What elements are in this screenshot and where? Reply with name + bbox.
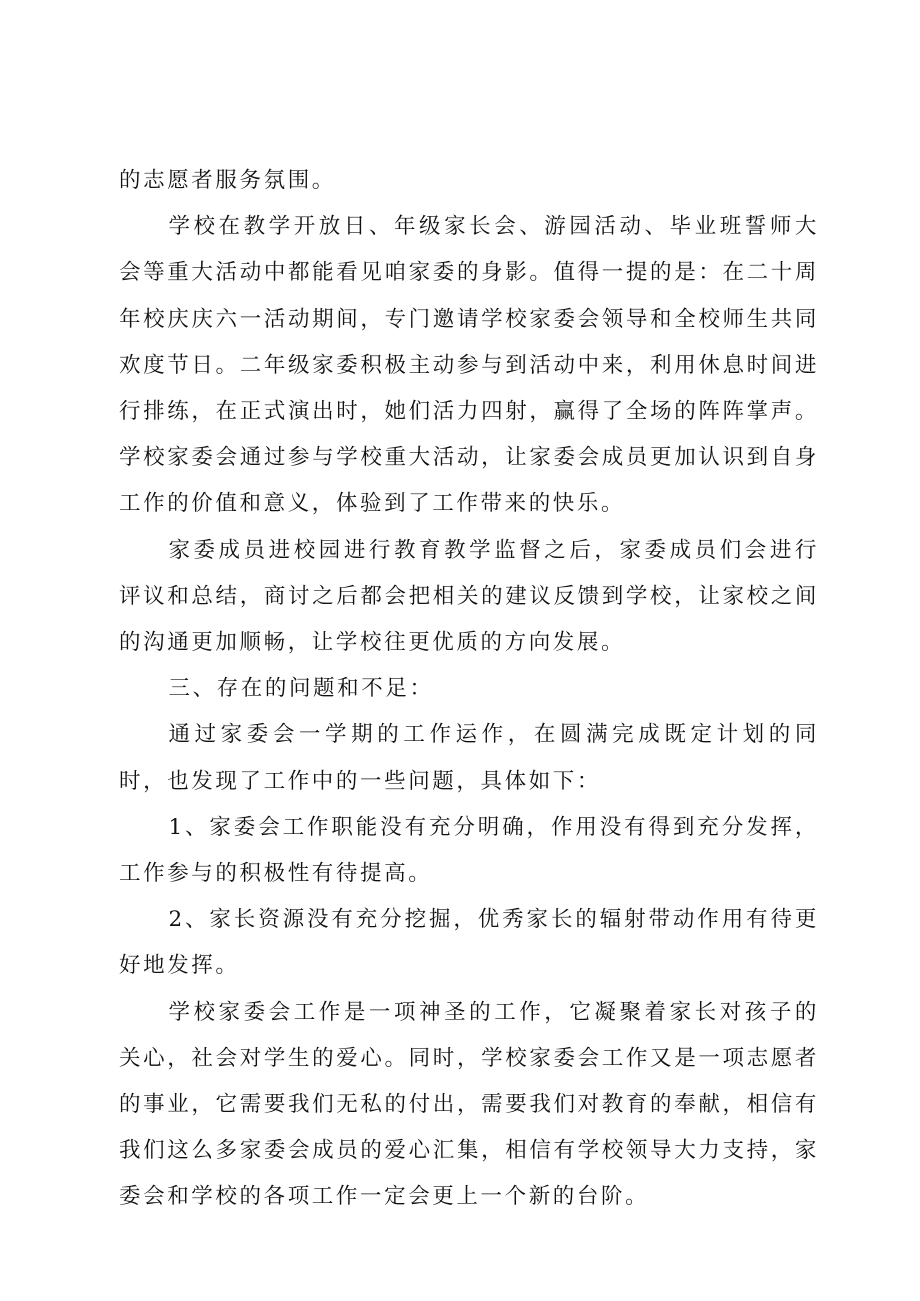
paragraph-supervision: 家委成员进校园进行教育教学监督之后，家委成员们会进行评议和总结，商讨之后都会把相关的建议反馈到学校，让家校之间的沟通更加顺畅，让学校往更优质的方向发展。 [119, 537, 819, 656]
section-heading-problems: 三、存在的问题和不足： [168, 676, 434, 702]
paragraph-problems-intro: 通过家委会一学期的工作运作，在圆满完成既定计划的同时，也发现了工作中的一些问题，具体如下： [119, 722, 819, 794]
paragraph-conclusion: 学校家委会工作是一项神圣的工作，它凝聚着家长对孩子的关心，社会对学生的爱心。同时，学校家委会工作又是一项志愿者的事业，它需要我们无私的付出，需要我们对教育的奉献，相信有我们这么多家委会成员的爱心汇集，相信有学校领导大力支持，家委会和学校的各项工作一定会更上一个新的台阶。 [119, 999, 819, 1210]
paragraph-activities: 学校在教学开放日、年级家长会、游园活动、毕业班誓师大会等重大活动中都能看见咱家委的身影。值得一提的是：在二十周年校庆庆六一活动期间，专门邀请学校家委会领导和全校师生共同欢度节日。二年级家委积极主动参与到活动中来，利用休息时间进行排练，在正式演出时，她们活力四射，赢得了全场的阵阵掌声。学校家委会通过参与学校重大活动，让家委会成员更加认识到自身工作的价值和意义，体验到了工作带来的快乐。 [119, 214, 819, 517]
list-item-problem-2: 2、家长资源没有充分挖掘，优秀家长的辐射带动作用有待更好地发挥。 [119, 907, 819, 979]
document-body [119, 158, 819, 1221]
list-item-problem-1: 1、家委会工作职能没有充分明确，作用没有得到充分发挥，工作参与的积极性有待提高。 [119, 814, 819, 887]
paragraph-continuation: 的志愿者服务氛围。 [119, 168, 336, 193]
